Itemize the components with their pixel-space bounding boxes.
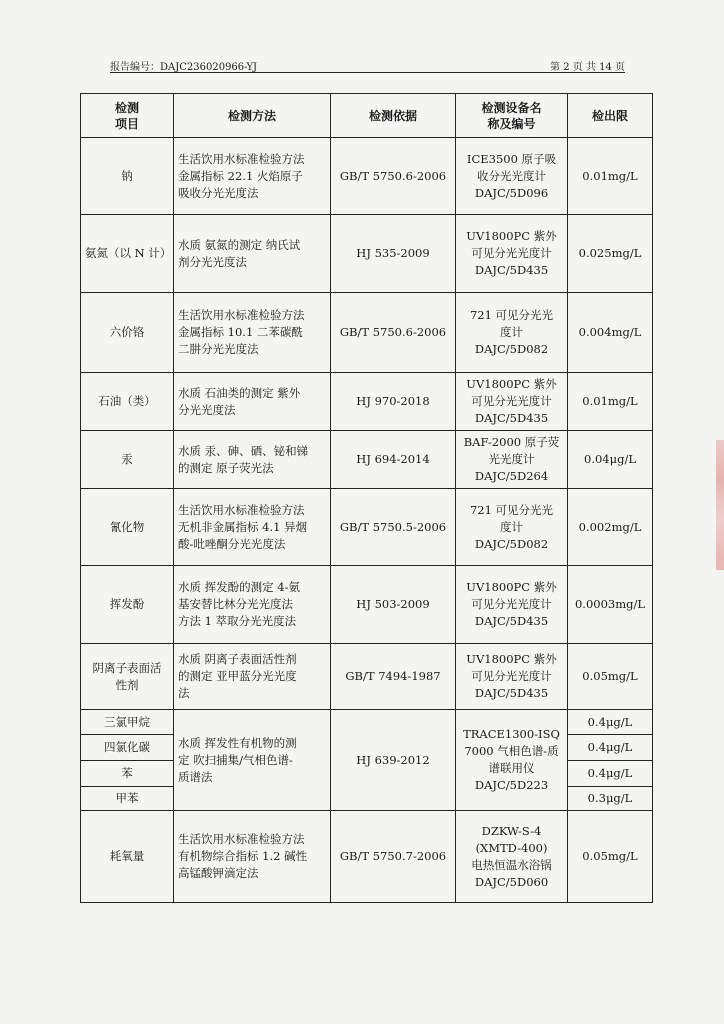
method-cell: 生活饮用水标准检验方法 金属指标 10.1 二苯碳酰 二肼分光光度法 bbox=[174, 293, 331, 373]
equipment-cell: 721 可见分光光 度计 DAJC/5D082 bbox=[456, 489, 568, 566]
limit-cell: 0.4μg/L bbox=[568, 735, 653, 761]
limit-cell: 0.04μg/L bbox=[568, 431, 653, 489]
detection-method-table bbox=[80, 93, 653, 903]
limit-cell: 0.05mg/L bbox=[568, 811, 653, 903]
basis-cell: HJ 694-2014 bbox=[331, 431, 456, 489]
item-cell: 耗氧量 bbox=[81, 811, 174, 903]
table-row bbox=[81, 431, 653, 489]
report-number: 报告编号：DAJC236020966-YJ bbox=[110, 62, 258, 73]
table-body bbox=[81, 138, 653, 903]
basis-cell: GB/T 5750.6-2006 bbox=[331, 293, 456, 373]
item-cell: 石油（类） bbox=[81, 373, 174, 431]
limit-cell: 0.05mg/L bbox=[568, 644, 653, 710]
method-cell: 水质 氨氮的测定 纳氏试 剂分光光度法 bbox=[174, 215, 331, 293]
basis-cell: GB/T 5750.6-2006 bbox=[331, 138, 456, 215]
basis-cell: GB/T 5750.5-2006 bbox=[331, 489, 456, 566]
col-header-method: 检测方法 bbox=[174, 94, 331, 138]
item-cell: 氰化物 bbox=[81, 489, 174, 566]
item-cell: 六价铬 bbox=[81, 293, 174, 373]
method-cell: 水质 挥发酚的测定 4-氨 基安替比林分光光度法 方法 1 萃取分光光度法 bbox=[174, 566, 331, 644]
equipment-cell: 721 可见分光光 度计 DAJC/5D082 bbox=[456, 293, 568, 373]
method-cell: 水质 阴离子表面活性剂 的测定 亚甲蓝分光光度 法 bbox=[174, 644, 331, 710]
item-cell: 甲苯 bbox=[81, 787, 174, 811]
basis-cell: HJ 535-2009 bbox=[331, 215, 456, 293]
limit-cell: 0.002mg/L bbox=[568, 489, 653, 566]
col-header-equipment: 检测设备名 称及编号 bbox=[456, 94, 568, 138]
basis-cell: GB/T 7494-1987 bbox=[331, 644, 456, 710]
method-cell: 生活饮用水标准检验方法 无机非金属指标 4.1 异烟 酸-吡唑酮分光光度法 bbox=[174, 489, 331, 566]
limit-cell: 0.004mg/L bbox=[568, 293, 653, 373]
basis-cell: HJ 503-2009 bbox=[331, 566, 456, 644]
table-row bbox=[81, 215, 653, 293]
table-row bbox=[81, 138, 653, 215]
table-header-row bbox=[81, 94, 653, 138]
method-cell: 水质 挥发性有机物的测 定 吹扫捕集/气相色谱- 质谱法 bbox=[174, 710, 331, 811]
item-cell: 钠 bbox=[81, 138, 174, 215]
item-cell: 苯 bbox=[81, 761, 174, 787]
method-cell: 生活饮用水标准检验方法 有机物综合指标 1.2 碱性 高锰酸钾滴定法 bbox=[174, 811, 331, 903]
equipment-cell: UV1800PC 紫外 可见分光光度计 DAJC/5D435 bbox=[456, 566, 568, 644]
limit-cell: 0.01mg/L bbox=[568, 373, 653, 431]
table-row bbox=[81, 566, 653, 644]
basis-cell: GB/T 5750.7-2006 bbox=[331, 811, 456, 903]
basis-cell: HJ 639-2012 bbox=[331, 710, 456, 811]
limit-cell: 0.025mg/L bbox=[568, 215, 653, 293]
item-cell: 氨氮（以 N 计） bbox=[81, 215, 174, 293]
equipment-cell: BAF-2000 原子荧 光光度计 DAJC/5D264 bbox=[456, 431, 568, 489]
table-row bbox=[81, 293, 653, 373]
table-row bbox=[81, 489, 653, 566]
col-header-item: 检测 项目 bbox=[81, 94, 174, 138]
item-cell: 四氯化碳 bbox=[81, 735, 174, 761]
limit-cell: 0.4μg/L bbox=[568, 761, 653, 787]
method-cell: 水质 石油类的测定 紫外 分光光度法 bbox=[174, 373, 331, 431]
page-number: 第 2 页 共 14 页 bbox=[550, 62, 625, 73]
item-cell: 挥发酚 bbox=[81, 566, 174, 644]
item-cell: 汞 bbox=[81, 431, 174, 489]
item-cell: 阴离子表面活 性剂 bbox=[81, 644, 174, 710]
limit-cell: 0.3μg/L bbox=[568, 787, 653, 811]
item-cell: 三氯甲烷 bbox=[81, 710, 174, 735]
equipment-cell: UV1800PC 紫外 可见分光光度计 DAJC/5D435 bbox=[456, 215, 568, 293]
equipment-cell: UV1800PC 紫外 可见分光光度计 DAJC/5D435 bbox=[456, 644, 568, 710]
table-row bbox=[81, 373, 653, 431]
equipment-cell: DZKW-S-4 (XMTD-400) 电热恒温水浴锅 DAJC/5D060 bbox=[456, 811, 568, 903]
table-row bbox=[81, 644, 653, 710]
col-header-limit: 检出限 bbox=[568, 94, 653, 138]
table-row-voc bbox=[81, 710, 653, 735]
limit-cell: 0.01mg/L bbox=[568, 138, 653, 215]
limit-cell: 0.4μg/L bbox=[568, 710, 653, 735]
equipment-cell: TRACE1300-ISQ 7000 气相色谱-质 谱联用仪 DAJC/5D223 bbox=[456, 710, 568, 811]
seal-edge-mark bbox=[716, 440, 724, 570]
table-row bbox=[81, 811, 653, 903]
col-header-basis: 检测依据 bbox=[331, 94, 456, 138]
header-divider bbox=[110, 72, 625, 73]
equipment-cell: ICE3500 原子吸 收分光光度计 DAJC/5D096 bbox=[456, 138, 568, 215]
limit-cell: 0.0003mg/L bbox=[568, 566, 653, 644]
method-cell: 生活饮用水标准检验方法 金属指标 22.1 火焰原子 吸收分光光度法 bbox=[174, 138, 331, 215]
basis-cell: HJ 970-2018 bbox=[331, 373, 456, 431]
method-cell: 水质 汞、砷、硒、铋和锑 的测定 原子荧光法 bbox=[174, 431, 331, 489]
equipment-cell: UV1800PC 紫外 可见分光光度计 DAJC/5D435 bbox=[456, 373, 568, 431]
